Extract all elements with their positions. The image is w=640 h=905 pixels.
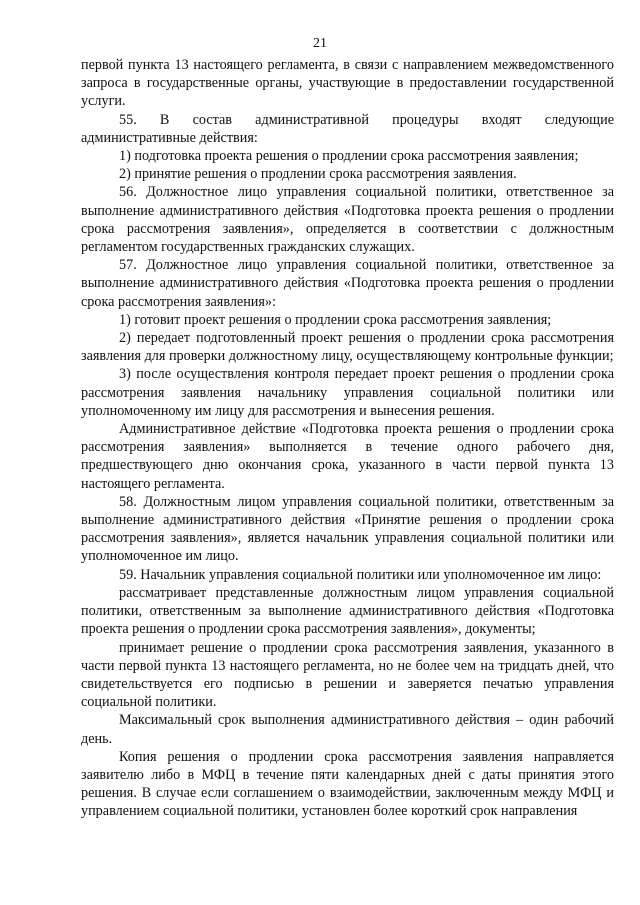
list-item-55-1: 1) подготовка проекта решения о продлении срока рассмотрения заявления;: [119, 148, 579, 165]
paragraph-max-term: Максимальный срок выполнения административного действия – один рабочий день.: [81, 712, 614, 747]
page-number: 21: [313, 36, 327, 51]
document-body: [81, 56, 614, 821]
list-item-57-1: 1) готовит проект решения о продлении срока рассмотрения заявления;: [119, 311, 552, 328]
paragraph-continuation: первой пункта 13 настоящего регламента, в связи с направлением межведомственного запроса в государственные органы, участвующие в предоставлении государственной услуги.: [81, 57, 614, 110]
paragraph-57-term: Административное действие «Подготовка проекта решения о продлении срока рассмотрения заявления» выполняется в течение одного рабочего дня, предшествующего дню окончания срока, указанного в части первой пункта 13 настоящего регламента.: [81, 421, 614, 492]
list-item-55-2: 2) принятие решения о продлении срока рассмотрения заявления.: [119, 166, 517, 183]
paragraph-57: 57. Должностное лицо управления социальной политики, ответственное за выполнение административного действия «Подготовка проекта решения о продлении срока рассмотрения заявления»:: [81, 257, 614, 310]
list-item-57-2: 2) передает подготовленный проект решения о продлении срока рассмотрения заявления для проверки должностному лицу, осуществляющему контрольные функции;: [81, 330, 614, 365]
list-item-59-review: рассматривает представленные должностным лицом управления социальной политики, ответственным за выполнение административного действия «Подготовка проекта решения о продлении срока рассмотрения заявления», документы;: [81, 584, 614, 638]
paragraph-56: 56. Должностное лицо управления социальной политики, ответственное за выполнение административного действия «Подготовка проекта решения о продлении срока рассмотрения заявления», определяется в соответствии с должностным регламентом государственных гражданских служащих.: [81, 184, 614, 256]
list-item-57-3: 3) после осуществления контроля передает проект решения о продлении срока рассмотрения заявления начальнику управления социальной политики или уполномоченному им лицу для рассмотрения и вынесения решения.: [81, 366, 614, 419]
paragraph-copy-decision: Копия решения о продлении срока рассмотрения заявления направляется заявителю либо в МФЦ в течение пяти календарных дней с даты принятия этого решения. В случае если соглашением о взаимодействии, заключенным между МФЦ и управлением социальной политики, установлен более короткий срок направления: [81, 748, 614, 820]
paragraph-59: 59. Начальник управления социальной политики или уполномоченное им лицо:: [119, 566, 602, 583]
paragraph-55: 55. В состав административной процедуры входят следующие административные действия:: [81, 111, 614, 146]
paragraph-58: 58. Должностным лицом управления социальной политики, ответственным за выполнение административного действия «Принятие решения о продлении срока рассмотрения заявления», является начальник управления социальной политики или уполномоченное им лицо.: [81, 493, 614, 565]
list-item-59-decision: принимает решение о продлении срока рассмотрения заявления, указанного в части первой пункта 13 настоящего регламента, но не более чем на тридцать дней, что свидетельствуется его подписью в решении и заверяется печатью управления социальной политики.: [81, 639, 614, 711]
